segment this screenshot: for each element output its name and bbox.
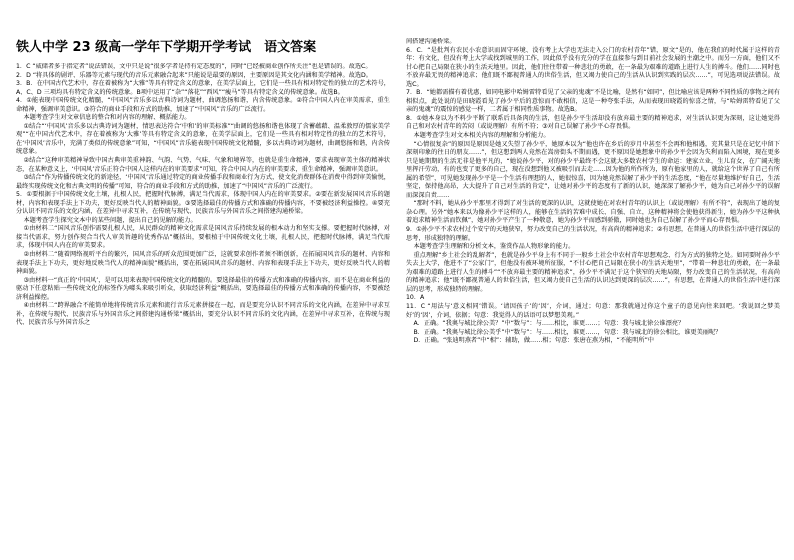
paragraph: 6．C．“是批判有农民小农意识而固守环境、没有考上大学也无法走入公门的农村青年”错，原文“是的，他在我们的时代属于这样的青年：有文化，但没有考上大学或找到城里的工作，因此似乎没有充分的学在直接参与到目前社会发展的主潮之中。而另一方面，他们又不甘心把自己局限在狭小的生活天地里。因此，他们往往带着一种悲壮的勇敢，在一条最为艰难的道路上进行人生的搏斗。他们……同时也不放弃最无畏的精神追求；他们既不鄙视普通人的世俗生活，但又竭力使自己的生活从认识到实践的层次……”，可见选项说法错误。故选C。 xyxy=(406,46,780,88)
paragraph: “心情很复杂”的原因是原因是她又失望了孙少平，她原本以为“他也许在乡后的岁月中甚至不会再和他相遇，充其量只是在记忆中留下深刻印象的往日的朋友……”，但这想到两人竟然在嵩房街头不期而遇，更不原因是她想象中的孙少平会因为失利而陷入困境，现在更多只是她期期的生活无非是他平凡的，“她说孙少平，对的孙少平最终不会这就大多数农村学生的命运：建家立业，生儿育女，在广阔天地里挥汗劳动，有的也变了更多的自己，现在没想到他又被吸引而去走……因为他的所作所为，原有他家里的人，就给这个世界了自己有所属的希望”，可见她发现孙少平是一个生活有理想的人，她很惊喜，因为她竟然误解了孙少平的生活态度，“他在尽量地维护好自己，生活坚定，保持他高昂，大大提升了自己对生活的肯定”，让她对孙少平的态度有了新的认识，她深深了解孙少平，她为自己对孙少平的误解而深深自责…… xyxy=(406,140,780,199)
paragraph: 重点理解“乡土社会的乱解者”，也就是孙少平身上有不同于一般乡土社会中农村青年思想观念、行为方式的独特之处。如同要时孙少平失去上大学，他进不了“公家门”，但他没有被环境所征服，“不甘心把自己局限在狭小的生活天地里”，“带着一种悲壮的勇敢，在一条最为艰难的道路上进行人生的搏斗”“不放弃最主要的精神追求”，孙少平不满足于这个狭窄的天地局限，努力改变自己的生活状况，有高尚的精神追求；他“既不鄙视普通人的世俗生活，但又竭力使自己生活的认识达到更深的层次……”，有思想，在普通人的世俗生活中进行深层的思考，形成独特的理解。 xyxy=(406,251,780,293)
paragraph: ②由材料二“随着网络视听平台的繁兴，国风音乐的听众范围更加广泛，这就要求创作者须不断创新，在拓展国风音乐的题材、内容和表现手法上下功夫，更好地反映当代人的精神面貌”概括出，要在拓展国风音乐的题材、内容和表现手法上下功夫，更好反映当代人的精神面貌。 xyxy=(16,251,390,276)
paragraph: A．正确。“我奥与城比徐公美？”中“数与”：与……相比，谁更……；句意：我与城北徐公谁漂亮？ xyxy=(413,320,685,328)
paragraph: ②结合“这种审美精神导致中国古典审美重神韵、气韵、气势、气味、气象和境界等，也就是重生命精神，要求表现审美主体的精神状态，在某种意义上，‘中国风’音乐正符合中国人这样内在的审美要求”可知，符合中国人内在的审美要求，重生命精神，强调审美意识。 xyxy=(16,157,390,173)
paragraph: 5．①要根据于中国传统文化土壤，扎根人民，把握时代脉搏，满足当代需求，体现中国人内在的审美要求。②要在新发展国风音乐的题材，内容和表现手法上下功夫，更好反映当代人的精神面貌。③要选择最佳的传播方式和准确的传播内容，不要被经济利益操控。④要充分认识不同音乐的文化内涵，在差异中寻求互补，在传统与现代、民族音乐与外国音乐之间搭建沟通桥梁。 xyxy=(16,191,390,216)
paragraph: “那时不料，她从孙少平那里才得到了对生活的更深的认识，这就使她在对农村青年的认识上（或说理解）有所不符”，表现出了她的复杂心理。另外“她本来以为像孙少平这样的人，能够在生活的苦难中成长、自强、自立，这种精神将会使他获得新生，她为孙少平这种执着追求精神生活而钦佩”，她对孙少平产生了一种敬意，她为孙少平而感到骄傲，同时她也为自己误解了孙少平而心存畏惧。 xyxy=(406,200,780,225)
right-column xyxy=(406,38,780,548)
paragraph: 本题考查学生对文本相关内容的理解和分析能力。 xyxy=(413,132,550,140)
paragraph: 11．C “用法与‘意义相同’错误。‘请因孩子’的‘因’，介词，通过；句意：那我就通过你这个童子的意见向往来回吧。‘我说回之梦美好’的‘因’，介词，依据；句意：我觉得人的话语可以梦想美观。” xyxy=(406,302,780,319)
paragraph: 9．①孙少平不求农村过个安宁的天地狭窄，努力改变自己的生活状况，有高尚的精神追求；②有思想，在普通人的世俗生活中进行深层的思考，形成独特的理解。 xyxy=(406,226,780,242)
paragraph: 4．①能表现中国传统文化精髓，“中国风”音乐多以古典诗词为题材，曲调悠扬和谐，内含传统意象。②符合中国人内在审美需求，重生命精神，强调审美意识。③符合的商业手段和方式的助推，加速了“中国风”音乐的广泛流行。 xyxy=(16,97,390,113)
paragraph: 本题考查学生对文章信息的整合和对内容的理解、概括能力。 xyxy=(23,114,191,122)
paragraph: ①由材料二“国风音乐创作需要扎根人民，从民群众的精神文化需求是国风音乐持续发展的根本动力和坚实支撑。要把握时代脉搏，对接当代需求，努力创作契合当代人审美旨趣的优秀作品”概括出，要根植于中国传统文化土壤，扎根人民，把握时代脉搏，满足当代需求，体现中国人内在的审美要求。 xyxy=(16,225,390,250)
paragraph: ④由材料二“跨界融合不能简单地将传统音乐元素和流行音乐元素拼接在一起，而是要充分认识不同音乐的文化内涵，在差异中寻求互补，在传统与现代、民族音乐与外国音乐之间搭建沟通桥梁”概括出，要充分认识不同音乐的文化内涵，在差异中寻求互补，在传统与现代、民族音乐与外国音乐之 xyxy=(16,302,390,327)
paragraph: 本题考查学生探究文本中的某些问题，提出自己的见解的能力。 xyxy=(23,216,197,224)
paragraph: B．正确。“我奥与城比徐公美乎”中“数与”：与……相比，谁更……，句意：我与城北的徐公相比，谁更美丽呢？ xyxy=(413,328,722,336)
left-column xyxy=(16,63,390,548)
paragraph: 3．B．在中国古代艺术中，存在着被称为“大雅”等具有特定含义的意象，在美学层面上，它们是一些具有相对特定性的独立的艺术符号，A、C、D 三项均具有特定含义的传统意象。B项中运用了“杂”“落花”“西风”“瘦马”等具有特定含义的传统意象。故选B。 xyxy=(16,80,390,96)
document-title: 铁人中学 23 级高一学年下学期开学考试 语文答案 xyxy=(16,40,317,55)
paragraph: 7．B．“她都需描有着优惠，如同电影中哈姆雷特看见了父亲的鬼魂”不是比喻，是然有“如同”，但比喻应该是两种不同性质的事物之间有相似点，此处说的是田晓霞看见了孙少平后的意惊而不敢相信，这是一种夸张手法，从而表现田晓霞的惊喜之情，与“哈姆雷特看见了父亲的鬼魂”的震惊的感觉一样，二者属于相同性质事物。故选B。 xyxy=(406,89,780,114)
paragraph: 本题考查学生理解和分析文本，鉴赏作品人物形象的能力。 xyxy=(413,243,575,251)
paragraph: 10．A xyxy=(406,294,425,302)
paragraph: 间搭建沟通桥梁。 xyxy=(406,38,456,45)
paragraph: ①结合“‘中国风’音乐多以古典诗词为题材，情思表达符合‘中和’的审美标准”“曲调的悠扬和谐也体现了含蓄蕴藉、温柔敦厚的儒家美学观”“在中国古代艺术中，存在着被称为‘大雅’等具有特定含义的意象，在美学层面上，它们是一些具有相对特定性的独立的艺术符号，在‘中国风’音乐中，充满了类似的传统意象”可知，“中国风”音乐能表现中国传统文化精髓，多以古典诗词为题材，曲调悠扬和谐，内含传统意象。 xyxy=(16,122,390,156)
paragraph: 1．C “威储者多于指定者”说法错误，文中只是说“很多学者是持有定态度的”，同时“已经被商业创作所关注”也是错误的。故选C。 xyxy=(16,63,372,70)
paragraph: 2．D “将具体的剧评、乐器等元素与现代的音乐元素融合起来”只能说是最要的原因，主要原因是其文化内涵和美学精神。故选D。 xyxy=(16,71,372,79)
paragraph: 8．①她本身以为不料少平断了联系后具备肉的生活，但是孙少平生活却没有放弃最主要的精神追求，对生活认识更为深刻，这让她觉得自己和对农村青年的苦闷（或说理解）有所不符；③对自己误解了孙少平心存畏惧。 xyxy=(406,114,780,131)
paragraph: ③由材料一“真正的‘中国风’，是可以用来表现中国传统文化的精髓的。要选择最佳的传播方式和准确的传播内容，而不是在商业利益的驱动下任意粘贴一些传统文化的标签作为噱头来吸引听众，获取经济利益”概括出，要选择最佳的传播方式和准确的传播内容，不要被经济利益操控。 xyxy=(16,276,390,301)
paragraph: ③结合“作为传播传统文化的新途径，‘中国风’音乐通过特定的商业传播手段和商业行为方式，使文化消费群体在消费中得到审美愉悦，最终实现传统文化和古典文明的传播”可知，符合的商业手段和方式的助推，加速了“中国风”音乐的广泛流行。 xyxy=(16,174,390,190)
paragraph: D．正确。“张迪明燕者”中“相”：辅助，做……相；句意：张唐在燕为相，“不能明所”中 xyxy=(413,337,654,345)
